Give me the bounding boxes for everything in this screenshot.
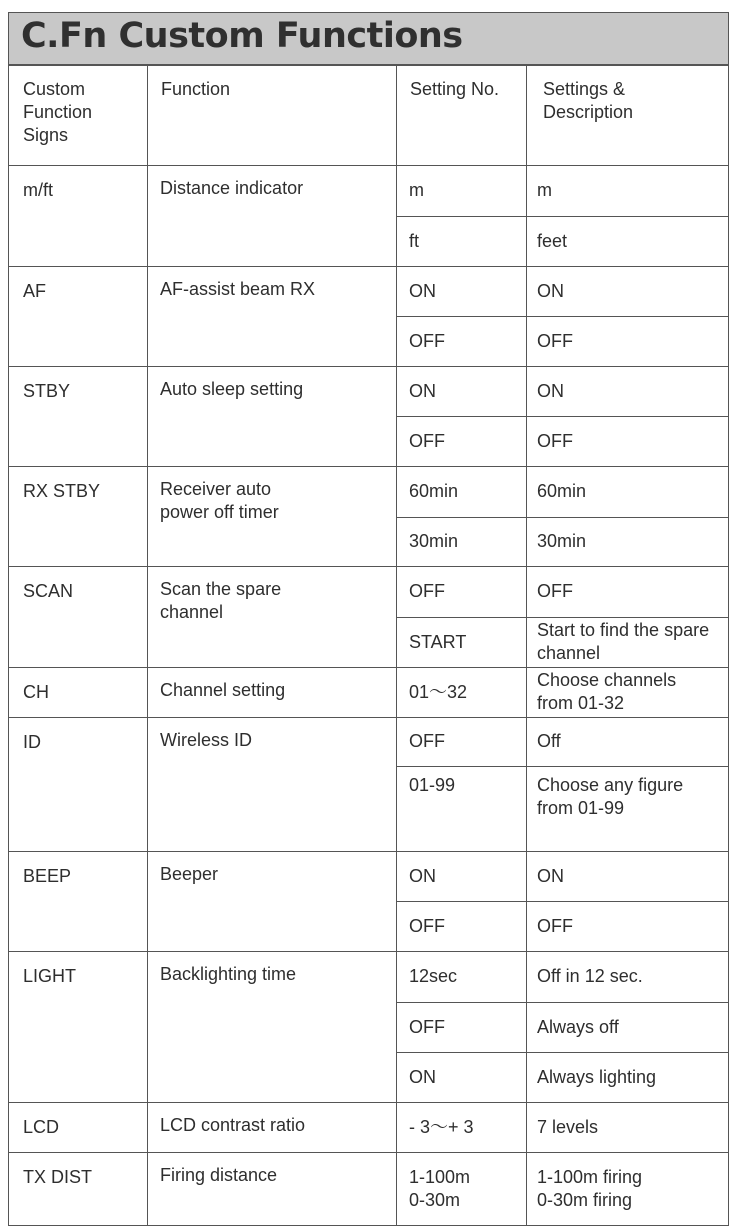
header-description: Settings & Description [543,79,634,122]
setting-description: Choose any figure from 01-99 [537,775,684,818]
function-name: Channel setting [160,680,286,700]
setting-description: 60min [537,481,587,501]
table-rule-horizontal [8,165,729,166]
setting-description: Start to find the spare channel [537,620,710,663]
page-title: C.Fn Custom Functions [21,16,463,56]
setting-description: Choose channels from 01-32 [537,670,677,713]
setting-description: 1-100m firing 0-30m firing [537,1167,643,1210]
setting-description: OFF [537,330,573,351]
header-sign: Custom Function Signs [23,79,93,145]
setting-value: OFF [409,731,445,751]
table-rule-horizontal [8,717,729,718]
setting-description: feet [537,230,568,251]
function-sign: m/ft [23,180,53,200]
setting-value: ON [409,280,436,301]
table-rule-horizontal [396,517,729,518]
setting-value: m [409,180,424,200]
setting-value: 60min [409,481,459,501]
header-function: Function [161,79,231,99]
setting-value: OFF [409,330,445,351]
setting-description: ON [537,380,564,401]
setting-description: Off in 12 sec. [537,966,643,986]
setting-value: OFF [409,915,445,936]
setting-value: 30min [409,531,459,551]
setting-description: ON [537,280,564,301]
setting-description: Always lighting [537,1066,657,1087]
table-rule-horizontal [396,901,729,902]
function-sign: LIGHT [23,966,77,986]
function-name: Distance indicator [160,178,304,198]
setting-description: OFF [537,430,573,451]
function-sign: TX DIST [23,1167,93,1187]
table-rule-horizontal [396,1052,729,1053]
table-rule-horizontal [396,416,729,417]
setting-value: 01～32 [409,681,468,702]
setting-value: OFF [409,430,445,451]
function-sign: LCD [23,1117,60,1137]
function-name: LCD contrast ratio [160,1115,306,1135]
table-rule-horizontal [8,951,729,952]
setting-value: OFF [409,581,445,601]
setting-value: ON [409,865,436,886]
function-sign: ID [23,732,41,752]
setting-value: 1-100m 0-30m [409,1167,471,1210]
setting-description: m [537,180,552,200]
setting-description: 7 levels [537,1116,599,1137]
function-name: Backlighting time [160,964,297,984]
setting-value: ON [409,380,436,401]
function-name: AF-assist beam RX [160,279,316,299]
table-rule-horizontal [396,216,729,217]
table-rule-horizontal [8,851,729,852]
setting-value: ft [409,230,420,251]
table-rule-horizontal [8,466,729,467]
function-sign: AF [23,281,47,301]
table-rule-horizontal [8,266,729,267]
table-rule-horizontal [396,1002,729,1003]
setting-value: OFF [409,1016,445,1037]
setting-value: 12sec [409,966,458,986]
function-name: Beeper [160,864,219,884]
function-sign: CH [23,682,49,702]
table-rule-horizontal [396,766,729,767]
function-name: Firing distance [160,1165,278,1185]
title-bar [8,12,729,66]
table-rule-horizontal [396,316,729,317]
function-sign: SCAN [23,581,74,601]
table-rule-horizontal [8,1152,729,1153]
table-rule-vertical [147,66,148,1226]
table-rule-horizontal [8,366,729,367]
setting-value: 01-99 [409,775,456,795]
function-name: Auto sleep setting [160,379,304,399]
function-name: Receiver auto power off timer [160,479,279,522]
setting-description: Always off [537,1016,619,1037]
setting-description: 30min [537,531,587,551]
setting-description: Off [537,731,561,751]
setting-description: OFF [537,581,573,601]
setting-value: START [409,631,467,652]
setting-value: ON [409,1066,436,1087]
setting-value: - 3～+ 3 [409,1116,474,1137]
function-sign: STBY [23,381,71,401]
header-setting-no: Setting No. [410,79,500,99]
table-rule-horizontal [8,566,729,567]
function-name: Scan the spare channel [160,579,282,622]
function-sign: RX STBY [23,481,101,501]
setting-description: OFF [537,915,573,936]
table-rule-horizontal [8,1102,729,1103]
setting-description: ON [537,865,564,886]
function-name: Wireless ID [160,730,253,750]
function-sign: BEEP [23,866,72,886]
